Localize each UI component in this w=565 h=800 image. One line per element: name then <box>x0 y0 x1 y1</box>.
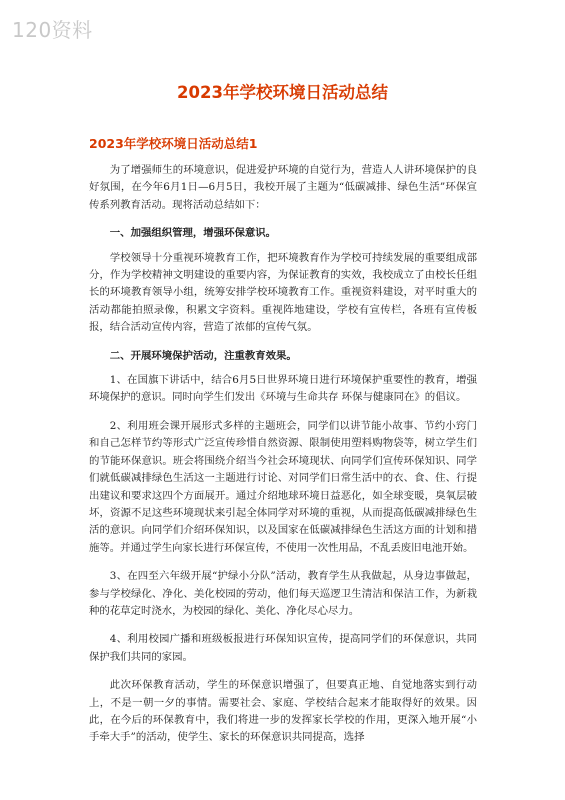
paragraph-item-3: 3、在四至六年级开展“护绿小分队”活动，教育学生从我做起，从身边事做起，参与学校绿化、净化、美化校园的劳动，他们每天巡逻卫生清洁和保洁工作，为新栽种的花草定时浇水，为校园的绿化、美化、净化尽心尽力。 <box>89 570 477 617</box>
paragraph-leadership: 学校领导十分重视环境教育工作，把环境教育作为学校可持续发展的重要组成部分，作为学校精神文明建设的重要内容，为保证教育的实效，我校成立了由校长任组长的环境教育领导小组，统筹安排学校环境教育工作。重视资料建设，对平时重大的活动都能拍照录像，积累文字资料。重视阵地建设，学校有宣传栏，各班有宣传板报，结合活动宣传内容，营造了浓郁的宣传气氛。 <box>89 251 477 334</box>
section-title: 2023年学校环境日活动总结1 <box>89 136 258 151</box>
heading-organization: 一、加强组织管理，增强环保意识。 <box>109 227 277 240</box>
document-title: 2023年学校环境日活动总结 <box>177 83 388 102</box>
document-body <box>89 162 477 758</box>
paragraph-item-1: 1、在国旗下讲话中，结合6月5日世界环境日进行环境保护重要性的教育，增强环境保护的意识。同时向学生们发出《环境与生命共存 环保与健康同在》的倡议。 <box>89 374 477 404</box>
heading-activities: 二、开展环境保护活动，注重教育效果。 <box>109 349 297 362</box>
paragraph-item-2: 2、利用班会课开展形式多样的主题班会，同学们以讲节能小故事、节约小窍门和自己怎样节约等形式广泛宣传珍惜自然资源、限制使用塑料购物袋等，树立学生们的节能环保意识。班会将围绕介绍当今社会环境现状、向同学们宣传环保知识、同学们就低碳减排绿色生活这一主题进行讨论、对同学们日常生活中的衣、食、住、行提出建议和要求这四个方面展开。通过介绍地球环境日益恶化，如全球变暖，臭氧层破坏，资源不足这些环境现状来引起全体同学对环境的重视，从而提高低碳减排绿色生活的意识。向同学们介绍环保知识，以及国家在低碳减排绿色生活这方面的计划和措施等。并通过学生向家长进行环保宣传，不使用一次性用品，不乱丢废旧电池开始。 <box>89 419 477 554</box>
paragraph-summary: 此次环保教育活动，学生的环保意识增强了，但要真正地、自觉地落实到行动上，不是一朝一夕的事情。需要社会、家庭、学校结合起来才能取得好的效果。因此，在今后的环保教育中，我们将进一步的发挥家长学校的作用，更深入地开展“小手牵大手”的活动，使学生、家长的环保意识共同提高，选择 <box>89 679 477 744</box>
paragraph-item-4: 4、利用校园广播和班级板报进行环保知识宣传，提高同学们的环保意识，共同保护我们共同的家园。 <box>89 633 477 663</box>
paragraph-intro: 为了增强师生的环境意识，促进爱护环境的自觉行为，营造人人讲环境保护的良好氛围，在今年6月1日—6月5日，我校开展了主题为“低碳减排、绿色生活”环保宣传系列教育活动。现将活动总结如下： <box>89 164 477 211</box>
watermark-logo: 120资料 <box>12 18 93 42</box>
